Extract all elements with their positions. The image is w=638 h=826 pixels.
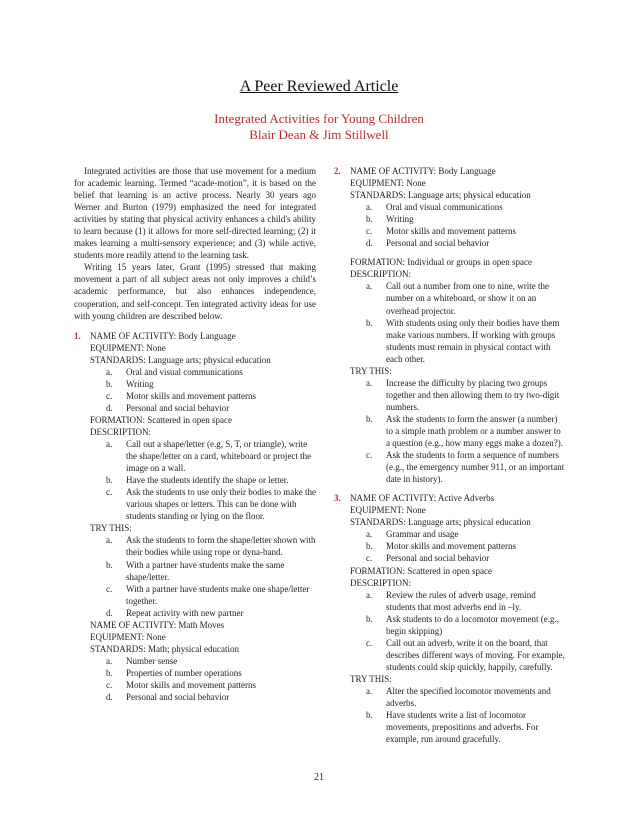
activity-equipment: EQUIPMENT: None <box>350 505 426 516</box>
math-activity-name: NAME OF ACTIVITY: Math Moves <box>90 619 225 630</box>
list-item: b. Ask students to do a locomotor movement (e.g., begin skipping) <box>366 613 559 636</box>
list-item: c. Motor skills and movement patterns <box>106 390 256 401</box>
list-item: b. Have students write a list of locomotor movements, prepositions and adverbs. For example, run around gracefully. <box>366 710 539 745</box>
standards-list <box>350 528 566 564</box>
right-column <box>334 165 566 745</box>
list-item: c. Personal and social behavior <box>366 553 490 564</box>
math-activity-standards: STANDARDS: Math; physical education <box>90 643 240 654</box>
list-item: a. Alter the specified locomotor movements and adverbs. <box>366 685 551 709</box>
activity-number: 2. <box>334 166 341 176</box>
list-item: b. Motor skills and movement patterns <box>366 541 516 552</box>
list-item: b. Writing <box>106 378 154 389</box>
list-item: a. Number sense <box>106 655 178 666</box>
intro-paragraph-2: Writing 15 years later, Grant (1995) stressed that making movement a part of all subject areas not only improves a child’s academic performance, but also enhances independence, cooperation, and self-concept. Ten integrated activity ideas for use with young children are described below. <box>74 262 316 321</box>
standards-list <box>90 366 316 414</box>
article-authors: Blair Dean & Jim Stillwell <box>249 127 389 142</box>
list-item: b. Have the students identify the shape or letter. <box>106 475 289 486</box>
intro-paragraph-1: Integrated activities are those that use movement for a medium for academic learning. Termed “acade-motion”, it is based on the belief that learning is an active process. Nearly 30 years ago Werner and Burton (1979) emphasized the need for integrated activities by stating that physical activity enhances a child's ability to learn because (1) it allows for more self-directed learning; (2) it makes learning a multi-sensory experience; and (3) while active, students more readily attend to the learning task. <box>74 166 316 261</box>
list-item: b. Properties of number operations <box>106 667 242 678</box>
activity-equipment: EQUIPMENT: None <box>350 178 426 189</box>
math-standards-list <box>90 655 316 703</box>
list-item: b. With a partner have students make the same shape/letter. <box>106 559 285 582</box>
list-item: a. Call out a shape/letter (e.g, S, T, or triangle), write the shape/letter on a card, whiteboard or project the image on a wall. <box>106 439 312 474</box>
list-item: c. Call out an adverb, write it on the board, that describes different ways of moving. For example, students could skip quickly, happily, carefully. <box>366 637 565 672</box>
activity-name: NAME OF ACTIVITY: Active Adverbs <box>350 493 495 504</box>
list-item: a. Oral and visual communications <box>366 202 503 213</box>
activity-formation: FORMATION: Individual or groups in open space <box>350 257 532 268</box>
page-number: 21 <box>314 772 324 783</box>
activity-description-label: DESCRIPTION: <box>350 269 412 280</box>
list-item: a. Ask the students to form the shape/letter shown with their bodies while using rope or dyna-band. <box>106 535 316 558</box>
try-list <box>350 377 566 485</box>
list-item: c. Motor skills and movement patterns <box>366 226 516 237</box>
list-item: c. With a partner have students make one shape/letter together. <box>106 583 310 606</box>
page-title: A Peer Reviewed Article <box>239 78 399 95</box>
activity-3 <box>334 492 566 745</box>
math-activity-equipment: EQUIPMENT: None <box>90 631 166 642</box>
list-item: a. Oral and visual communications <box>106 366 243 377</box>
left-column <box>74 165 316 703</box>
article-subtitle: Integrated Activities for Young Children <box>214 111 424 126</box>
activity-formation: FORMATION: Scattered in open space <box>350 565 492 576</box>
list-item: d. Personal and social behavior <box>366 238 490 249</box>
standards-list <box>350 201 566 249</box>
activity-try-label: TRY THIS: <box>350 673 392 684</box>
list-item: a. Increase the difficulty by placing two groups together and then allowing them to try two-digit numbers. <box>366 377 560 412</box>
description-list <box>350 280 566 364</box>
activity-name: NAME OF ACTIVITY: Body Language <box>90 330 236 341</box>
try-list <box>350 685 566 745</box>
activity-standards: STANDARDS: Language arts; physical education <box>350 517 531 528</box>
list-item: b. Ask the students to form the answer (a number) to a simple math problem or a number answer to a question (e.g., how many eggs make a dozen?). <box>366 413 563 449</box>
list-item: b. With students using only their bodies have them make various numbers. If working with groups students must remain in physical contact with each other. <box>366 317 560 364</box>
list-item: d. Repeat activity with new partner <box>106 607 244 618</box>
list-item: a. Call out a number from one to nine, write the number on a whiteboard, or show it on an overhead projector. <box>366 281 549 316</box>
try-list <box>90 534 316 618</box>
list-item: c. Motor skills and movement patterns <box>106 679 256 690</box>
activity-description-label: DESCRIPTION: <box>350 577 412 588</box>
list-item: c. Ask the students to form a sequence of numbers (e.g., the emergency number 911, or an important date in history). <box>366 450 565 485</box>
list-item: c. Ask the students to use only their bodies to make the various shapes or letters. This can be done with students standing or lying on the floor. <box>106 487 316 522</box>
article-heading <box>0 111 638 143</box>
description-list <box>350 589 566 673</box>
list-item: d. Personal and social behavior <box>106 692 230 703</box>
activity-2 <box>334 165 566 485</box>
description-list <box>90 438 316 522</box>
activity-try-label: TRY THIS: <box>90 523 132 534</box>
activity-standards: STANDARDS: Language arts; physical education <box>350 190 531 201</box>
list-item: a. Review the rules of adverb usage, remind students that most adverbs end in –ly. <box>366 589 536 612</box>
activity-standards: STANDARDS: Language arts; physical education <box>90 354 271 365</box>
activity-try-label: TRY THIS: <box>350 365 392 376</box>
activity-number: 1. <box>74 330 81 341</box>
activity-equipment: EQUIPMENT: None <box>90 342 166 353</box>
activity-number: 3. <box>334 493 341 504</box>
list-item: d. Personal and social behavior <box>106 402 230 413</box>
list-item: a. Grammar and usage <box>366 529 459 540</box>
activity-formation: FORMATION: Scattered in open space <box>90 414 232 425</box>
activity-1 <box>74 330 316 703</box>
list-item: b. Writing <box>366 214 414 225</box>
activity-name: NAME OF ACTIVITY: Body Language <box>350 166 496 176</box>
activity-description-label: DESCRIPTION: <box>90 426 152 437</box>
